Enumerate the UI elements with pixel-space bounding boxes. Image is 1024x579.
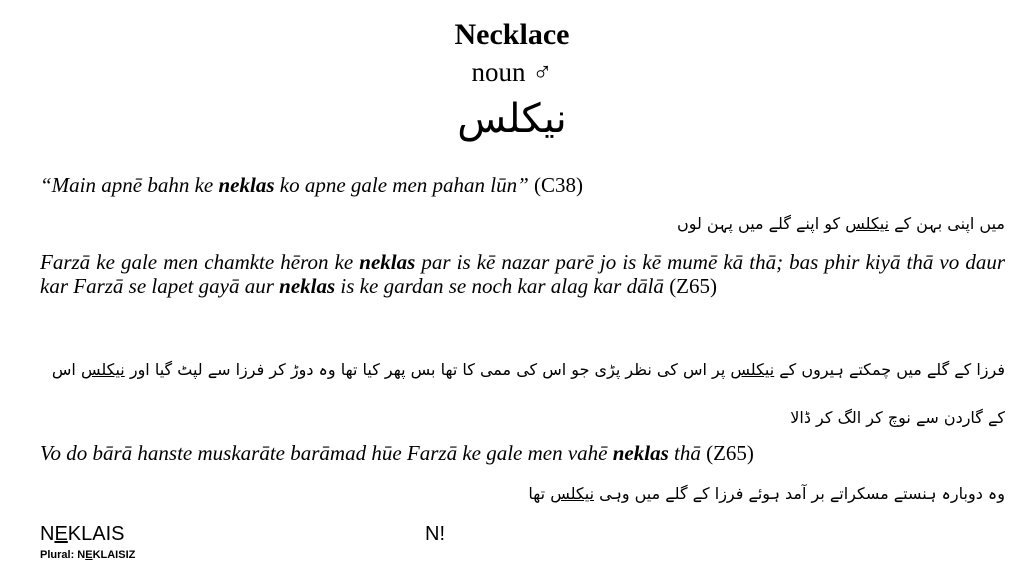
sign-plural-underlined: E — [85, 549, 93, 561]
example-2-urdu-text-b: پر اس کی نظر پڑی جو اس کی ممی کا تھا بس پھر کیا تھا وہ دوڑ کر فرزا سے لپٹ گیا اور — [124, 360, 731, 379]
example-3-roman — [40, 441, 1005, 465]
headword: Necklace — [454, 18, 570, 51]
example-3-urdu-text-end: تھا — [528, 484, 551, 503]
example-3-text-end: thā — [668, 441, 701, 465]
urdu-headword: نیکلس — [457, 96, 567, 142]
sign-gloss-end: KLAIS — [67, 523, 125, 545]
example-1-keyword: neklas — [218, 173, 275, 197]
sign-gloss — [40, 523, 125, 546]
sign-note: N! — [425, 523, 445, 545]
example-1-text: “Main apnē bahn ke — [40, 173, 219, 197]
example-1-text-end: ko apne gale men pahan lūn” — [274, 173, 529, 197]
example-1-urdu-text: میں اپنی بہن کے — [889, 214, 1005, 233]
example-3-urdu-text: وہ دوبارہ ہنستے مسکراتے بر آمد ہوئے فرزا کے گلے میں وہی — [594, 484, 1005, 503]
example-2-urdu-text-c: اس کے گاردن سے نوچ کر الگ کر ڈالا — [51, 360, 1005, 427]
example-2-keyword-1: neklas — [359, 250, 416, 274]
example-2-keyword-2: neklas — [279, 274, 336, 298]
example-1-urdu-keyword: نیکلس — [845, 214, 890, 233]
example-2-text-c: is ke gardan se noch kar alag kar dālā — [335, 274, 664, 298]
example-2-urdu-keyword-1: نیکلس — [730, 360, 775, 379]
example-3-ref: (Z65) — [700, 441, 754, 465]
sign-plural-end: KLAISIZ — [92, 549, 136, 561]
part-of-speech: noun ♂ — [471, 57, 553, 87]
sign-gloss-start: N — [40, 523, 55, 545]
example-2-ref: (Z65) — [663, 274, 718, 298]
example-2-text-a: Farzā ke gale men chamkte hēron ke — [40, 250, 360, 274]
sign-gloss-underlined: E — [54, 523, 68, 545]
example-3-text: Vo do bārā hanste muskarāte barāmad hūe Farzā ke gale men vahē — [40, 441, 613, 465]
example-3-urdu — [40, 483, 1005, 505]
example-2-urdu — [40, 346, 1005, 442]
example-3-urdu-keyword: نیکلس — [550, 484, 595, 503]
sign-plural — [40, 549, 135, 561]
example-1-urdu-text-end: کو اپنے گلے میں پہن لوں — [676, 214, 846, 233]
example-2-urdu-text-a: فرزا کے گلے میں چمکتے ہیروں کے — [774, 360, 1005, 379]
example-1-ref: (C38) — [528, 173, 584, 197]
example-3-keyword: neklas — [612, 441, 669, 465]
example-1-roman — [40, 173, 1005, 197]
example-2-roman — [40, 250, 1005, 298]
example-1-urdu — [40, 213, 1005, 235]
example-2-urdu-keyword-2: نیکلس — [80, 360, 125, 379]
sign-plural-start: Plural: N — [40, 549, 86, 561]
example-2-text-b: par is kē nazar parē jo is kē mumē kā thā; bas phir kiyā thā vo daur kar Farzā se lapet gayā aur — [40, 250, 1005, 298]
